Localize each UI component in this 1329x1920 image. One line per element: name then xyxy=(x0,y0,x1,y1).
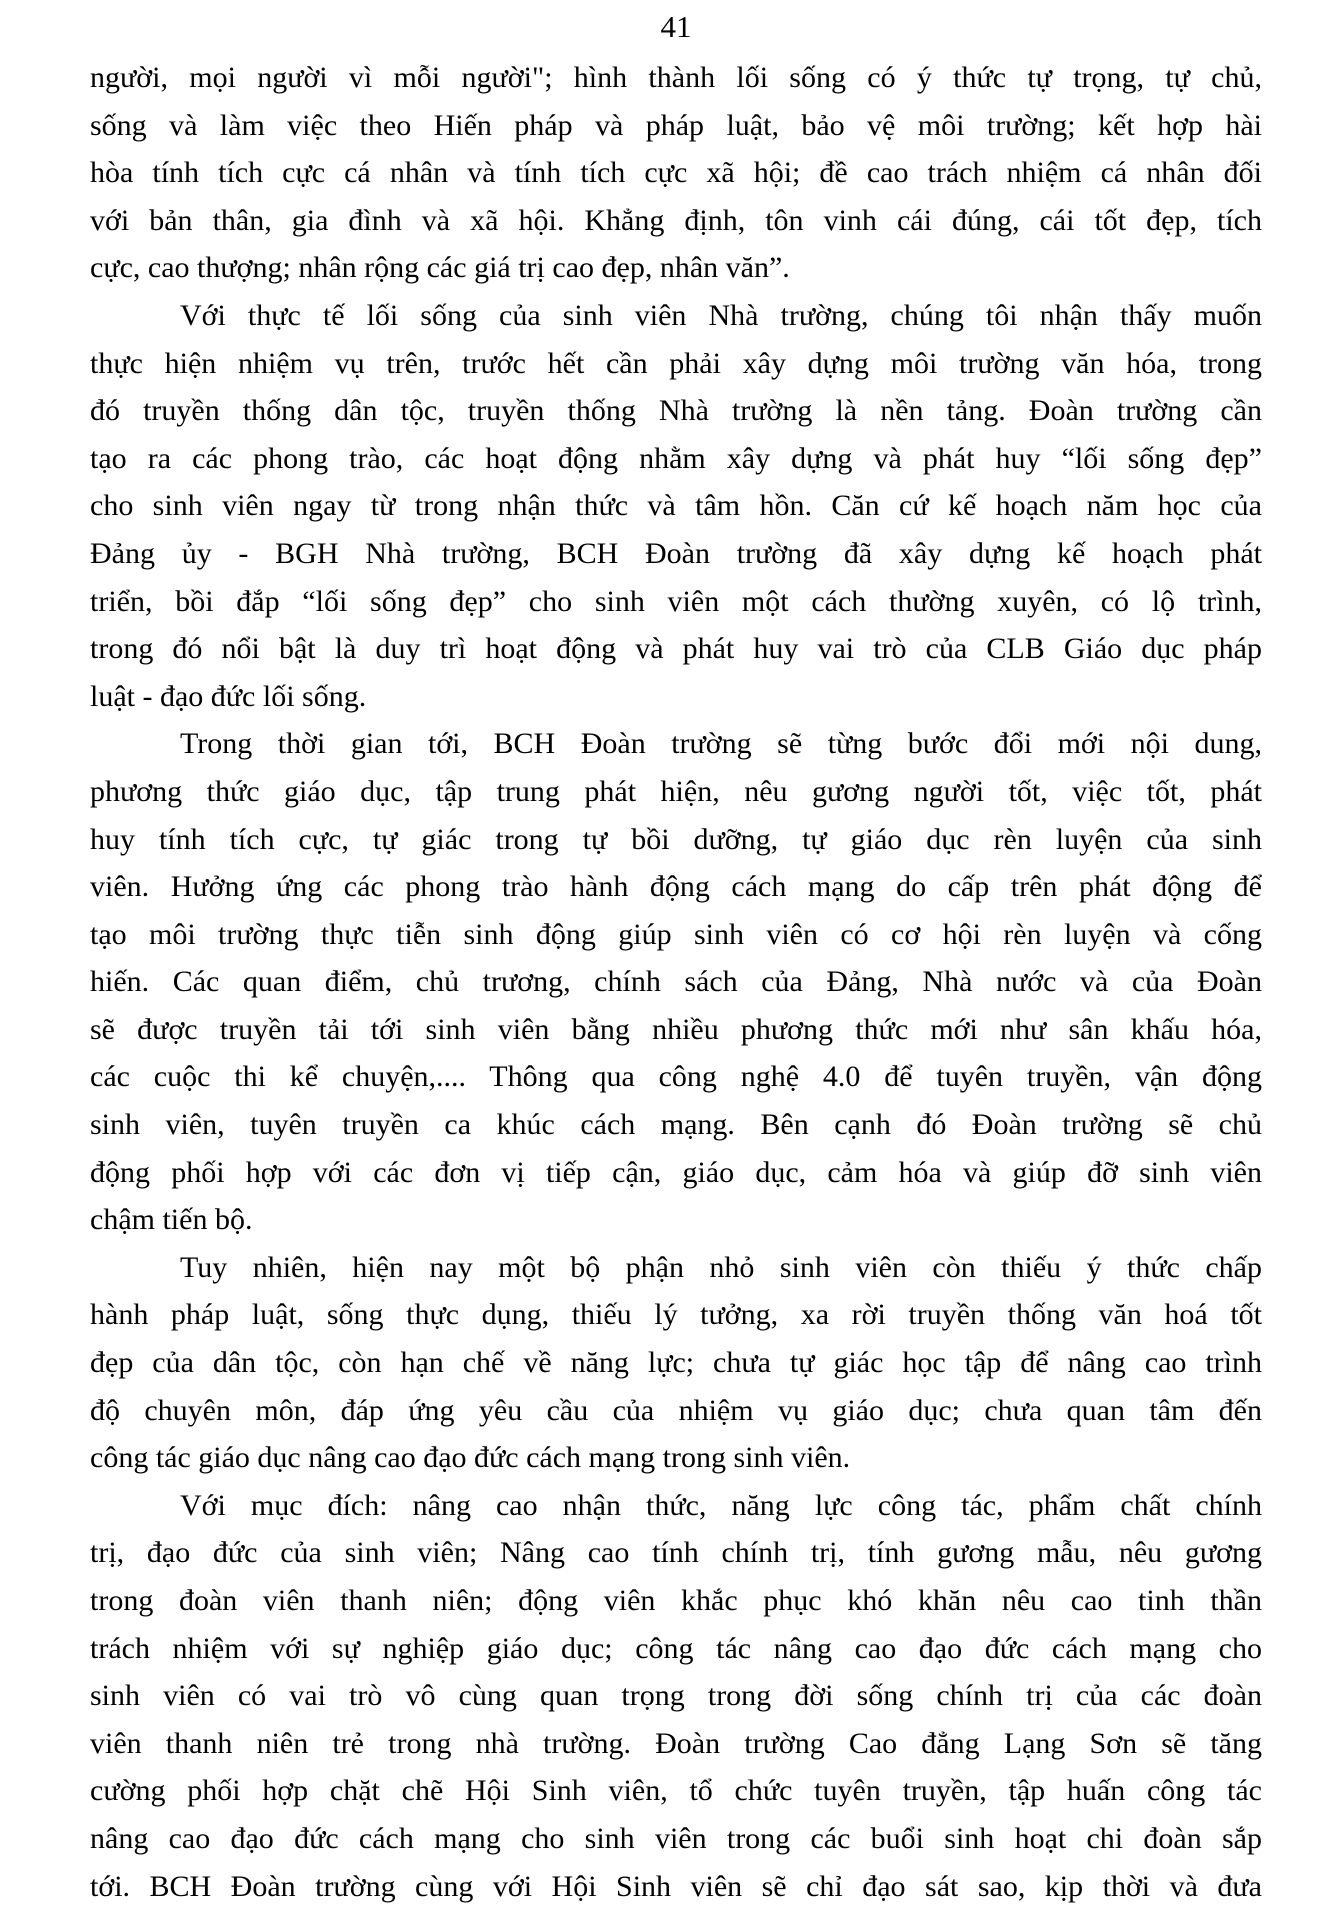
text-line: Trong thời gian tới, BCH Đoàn trường sẽ từng bước đổi mới nội dung, xyxy=(180,727,1262,761)
document-body xyxy=(90,54,1262,1910)
text-line: phương thức giáo dục, tập trung phát hiện, nêu gương người tốt, việc tốt, phát xyxy=(90,774,1262,808)
text-line: động phối hợp với các đơn vị tiếp cận, giáo dục, cảm hóa và giúp đỡ sinh viên xyxy=(90,1155,1262,1189)
text-line: luật - đạo đức lối sống. xyxy=(90,679,367,713)
page-number: 41 xyxy=(660,9,692,44)
text-line: Đảng ủy - BGH Nhà trường, BCH Đoàn trường đã xây dựng kế hoạch phát xyxy=(90,536,1262,570)
text-line: tạo môi trường thực tiễn sinh động giúp sinh viên có cơ hội rèn luyện và cống xyxy=(90,917,1262,951)
text-line: chậm tiến bộ. xyxy=(90,1203,253,1237)
text-line: sinh viên có vai trò vô cùng quan trọng trong đời sống chính trị của các đoàn xyxy=(90,1679,1262,1713)
text-line: đẹp của dân tộc, còn hạn chế về năng lực; chưa tự giác học tập để nâng cao trình xyxy=(90,1346,1262,1380)
text-line: hành pháp luật, sống thực dụng, thiếu lý tưởng, xa rời truyền thống văn hoá tốt xyxy=(90,1298,1262,1332)
text-line: đó truyền thống dân tộc, truyền thống Nhà trường là nền tảng. Đoàn trường cần xyxy=(90,394,1262,428)
text-line: Với mục đích: nâng cao nhận thức, năng lực công tác, phẩm chất chính xyxy=(180,1488,1262,1522)
text-line: cho sinh viên ngay từ trong nhận thức và tâm hồn. Căn cứ kế hoạch năm học của xyxy=(90,489,1262,523)
text-line: tới. BCH Đoàn trường cùng với Hội Sinh viên sẽ chỉ đạo sát sao, kịp thời và đưa xyxy=(90,1869,1262,1903)
text-line: huy tính tích cực, tự giác trong tự bồi dưỡng, tự giáo dục rèn luyện của sinh xyxy=(90,822,1262,856)
text-line: sẽ được truyền tải tới sinh viên bằng nhiều phương thức mới như sân khấu hóa, xyxy=(90,1012,1262,1046)
text-line: viên. Hưởng ứng các phong trào hành động cách mạng do cấp trên phát động để xyxy=(90,870,1262,904)
text-line: sống và làm việc theo Hiến pháp và pháp luật, bảo vệ môi trường; kết hợp hài xyxy=(90,108,1262,142)
text-line: trách nhiệm với sự nghiệp giáo dục; công tác nâng cao đạo đức cách mạng cho xyxy=(90,1631,1262,1665)
text-line: công tác giáo dục nâng cao đạo đức cách mạng trong sinh viên. xyxy=(90,1441,851,1475)
text-line: các cuộc thi kể chuyện,.... Thông qua công nghệ 4.0 để tuyên truyền, vận động xyxy=(90,1060,1262,1094)
text-line: tạo ra các phong trào, các hoạt động nhằm xây dựng và phát huy “lối sống đẹp” xyxy=(90,441,1262,475)
text-line: cường phối hợp chặt chẽ Hội Sinh viên, tổ chức tuyên truyền, tập huấn công tác xyxy=(90,1774,1262,1808)
page-content xyxy=(90,6,1262,1910)
text-line: trong đoàn viên thanh niên; động viên khắc phục khó khăn nêu cao tinh thần xyxy=(90,1584,1262,1617)
text-line: trị, đạo đức của sinh viên; Nâng cao tính chính trị, tính gương mẫu, nêu gương xyxy=(90,1536,1262,1570)
text-line: hiến. Các quan điểm, chủ trương, chính sách của Đảng, Nhà nước và của Đoàn xyxy=(90,965,1262,999)
text-line: sinh viên, tuyên truyền ca khúc cách mạng. Bên cạnh đó Đoàn trường sẽ chủ xyxy=(90,1108,1262,1142)
text-line: thực hiện nhiệm vụ trên, trước hết cần phải xây dựng môi trường văn hóa, trong xyxy=(90,346,1262,380)
text-line: với bản thân, gia đình và xã hội. Khẳng định, tôn vinh cái đúng, cái tốt đẹp, tích xyxy=(90,203,1262,237)
text-line: trong đó nổi bật là duy trì hoạt động và phát huy vai trò của CLB Giáo dục pháp xyxy=(90,632,1262,666)
text-line: triển, bồi đắp “lối sống đẹp” cho sinh viên một cách thường xuyên, có lộ trình, xyxy=(90,584,1262,618)
text-line: nâng cao đạo đức cách mạng cho sinh viên trong các buổi sinh hoạt chi đoàn sắp xyxy=(90,1821,1262,1855)
text-line: người, mọi người vì mỗi người"; hình thành lối sống có ý thức tự trọng, tự chủ, xyxy=(90,61,1262,94)
text-line: Tuy nhiên, hiện nay một bộ phận nhỏ sinh viên còn thiếu ý thức chấp xyxy=(180,1250,1262,1284)
text-line: Với thực tế lối sống của sinh viên Nhà trường, chúng tôi nhận thấy muốn xyxy=(180,298,1262,332)
text-line: hòa tính tích cực cá nhân và tính tích cực xã hội; đề cao trách nhiệm cá nhân đối xyxy=(90,156,1262,190)
text-line: viên thanh niên trẻ trong nhà trường. Đoàn trường Cao đẳng Lạng Sơn sẽ tăng xyxy=(90,1726,1262,1760)
text-line: cực, cao thượng; nhân rộng các giá trị cao đẹp, nhân văn”. xyxy=(90,251,790,285)
text-line: độ chuyên môn, đáp ứng yêu cầu của nhiệm vụ giáo dục; chưa quan tâm đến xyxy=(90,1393,1262,1427)
